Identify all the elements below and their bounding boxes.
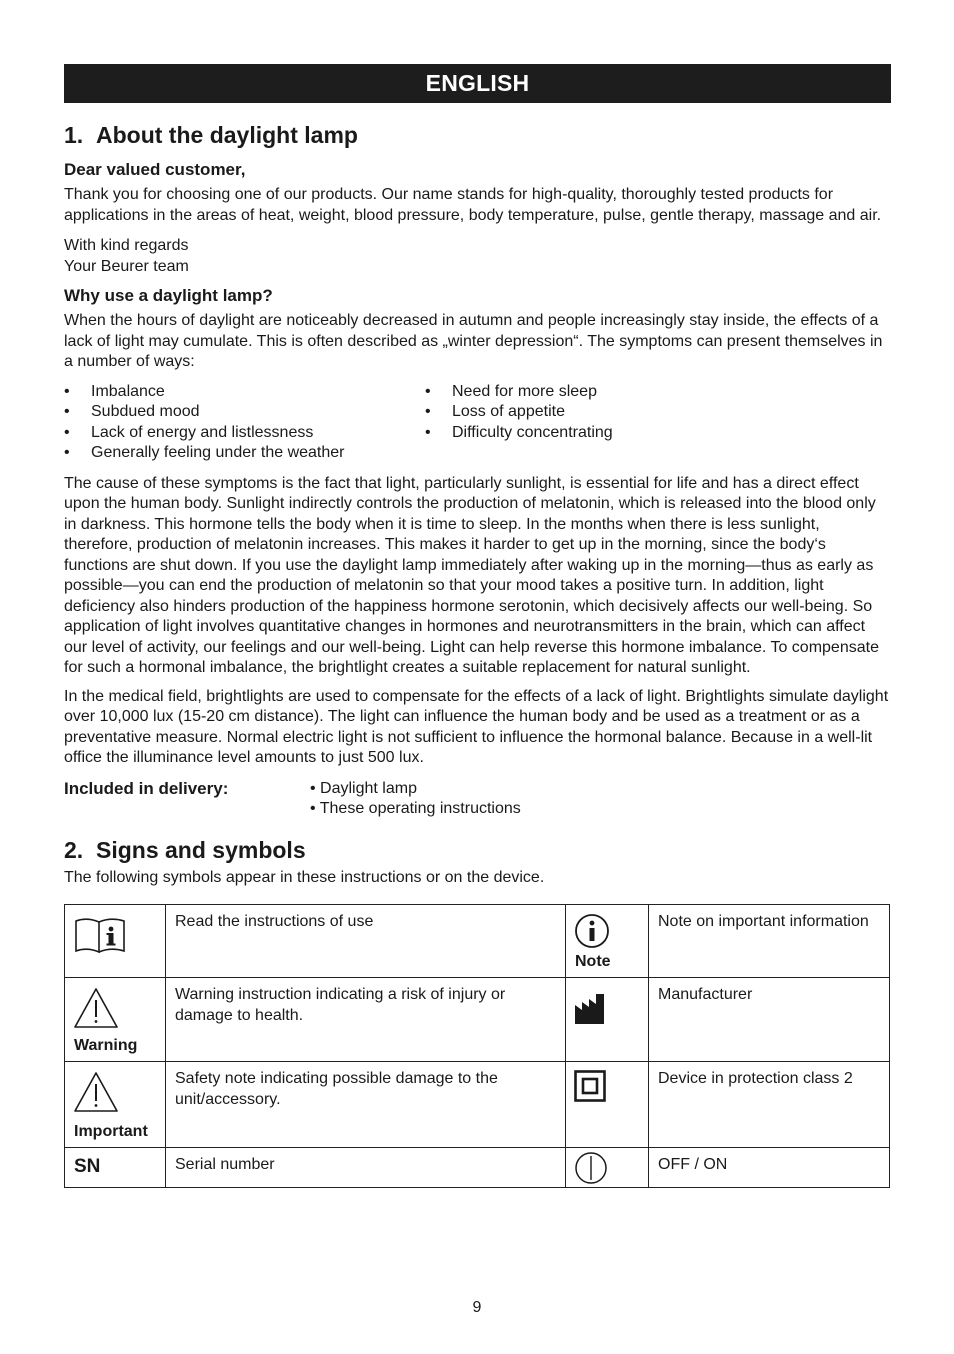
warning-triangle-icon: [73, 987, 119, 1029]
symbol-cell: [566, 1062, 649, 1148]
regards-line-1: With kind regards: [64, 237, 189, 254]
serial-number-icon: SN: [74, 1156, 101, 1177]
intro-paragraph: Thank you for choosing one of our products. Our name stands for high-quality, thoroughly tested products for applications in the areas of heat, weight, blood pressure, body temperature, pulse, gentle therapy, massage and air.: [64, 186, 882, 224]
table-row: [65, 905, 890, 978]
delivery-item: • These operating instructions: [310, 800, 521, 817]
table-row: [65, 1148, 890, 1188]
symptoms-right-column: [425, 382, 613, 464]
symptoms-list: [64, 382, 891, 464]
section-2-title: Signs and symbols: [96, 836, 306, 863]
read-instructions-icon: [74, 918, 126, 954]
symbol-cell: [65, 978, 166, 1062]
table-row: [65, 978, 890, 1062]
list-item: • Generally feeling under the weather: [64, 443, 425, 464]
delivery-item: • Daylight lamp: [310, 779, 417, 797]
symbol-cell: [566, 978, 649, 1062]
symbol-description: Note on important information: [649, 905, 890, 978]
symbol-description: Safety note indicating possible damage to the unit/accessory.: [166, 1062, 566, 1148]
symbol-cell: [566, 1148, 649, 1188]
cause-paragraph: The cause of these symptoms is the fact that light, particularly sunlight, is essential for life and has a direct effect upon the human body. Sunlight indirectly controls the production of melatonin, which is released into the blood only in darkness. This hormone tells the body when it is time to sleep. In the months when there is less sunlight, therefore, production of melatonin increases. This makes it harder to get up in the morning, since the body‘s functions are shut down. If you use the daylight lamp immediately after waking up in the morning—thus as early as possible—you can end the production of melatonin so that your mood takes a positive turn. In addition, light deficiency also hinders production of the happiness hormone serotonin, which decisively affects our well-being. So application of light involves quantitative changes in hormones and neurotransmitters in the brain, which can affect our level of activity, our feelings and our well-being. Light can help reverse this hormone imbalance. To compensate for such a hormonal imbalance, the brightlight creates a suitable replacement for natural sunlight.: [64, 474, 879, 676]
manufacturer-icon: [574, 993, 606, 1025]
table-row: [65, 1062, 890, 1148]
symbol-cell: [566, 905, 649, 978]
list-item: • Lack of energy and listlessness: [64, 423, 425, 444]
symbols-intro: The following symbols appear in these instructions or on the device.: [64, 868, 545, 886]
greeting-heading: Dear valued customer,: [64, 160, 246, 179]
info-icon: [574, 913, 610, 949]
symbol-description: Manufacturer: [649, 978, 890, 1062]
section-1-heading: [64, 121, 891, 149]
note-label: Note: [575, 953, 611, 970]
why-heading: Why use a daylight lamp?: [64, 286, 273, 305]
section-2-number: 2.: [64, 836, 84, 863]
important-label: Important: [74, 1123, 148, 1140]
delivery-items: [310, 779, 521, 820]
regards-line-2: Your Beurer team: [64, 257, 189, 275]
symbol-description: Device in protection class 2: [649, 1062, 890, 1148]
warning-label: Warning: [74, 1037, 138, 1054]
symbol-description: Warning instruction indicating a risk of injury or damage to health.: [166, 978, 566, 1062]
delivery-block: [64, 779, 891, 820]
symbol-cell: [65, 1062, 166, 1148]
section-2-heading: [64, 836, 891, 864]
power-icon: [574, 1151, 608, 1185]
protection-class-2-icon: [574, 1070, 606, 1102]
medical-paragraph: In the medical field, brightlights are used to compensate for the effects of a lack of light. Brightlights simulate daylight over 10,000 lux (15-20 cm distance). The light can influence the human body and be used as a treatment or as a preventative measure. Normal electric light is not sufficient to influence the hormonal balance. Because in a well-lit office the illuminance level amounts to just 500 lux.: [64, 687, 889, 766]
page-content: [64, 64, 891, 1188]
list-item: • Imbalance: [64, 382, 425, 403]
list-item: • Subdued mood: [64, 402, 425, 423]
language-banner: ENGLISH: [64, 64, 891, 103]
symptoms-left-column: [64, 382, 425, 464]
symbol-description: Read the instructions of use: [166, 905, 566, 978]
section-1-number: 1.: [64, 122, 84, 148]
symbol-description: OFF / ON: [649, 1148, 890, 1188]
list-item: • Need for more sleep: [425, 382, 613, 403]
why-paragraph: When the hours of daylight are noticeably decreased in autumn and people increasingly stay inside, the effects of a lack of light may cumulate. This is often described as „winter depression“. The symptoms can present themselves in a number of ways:: [64, 312, 883, 370]
section-1-title: About the daylight lamp: [96, 122, 358, 148]
warning-triangle-icon: [73, 1071, 119, 1113]
symbol-cell: [65, 1148, 166, 1188]
list-item: • Loss of appetite: [425, 402, 613, 423]
page-number: 9: [472, 1299, 482, 1316]
list-item: • Difficulty concentrating: [425, 423, 613, 444]
symbol-cell: [65, 905, 166, 978]
symbols-table: [64, 904, 890, 1188]
delivery-label: Included in delivery:: [64, 778, 229, 798]
symbol-description: Serial number: [166, 1148, 566, 1188]
